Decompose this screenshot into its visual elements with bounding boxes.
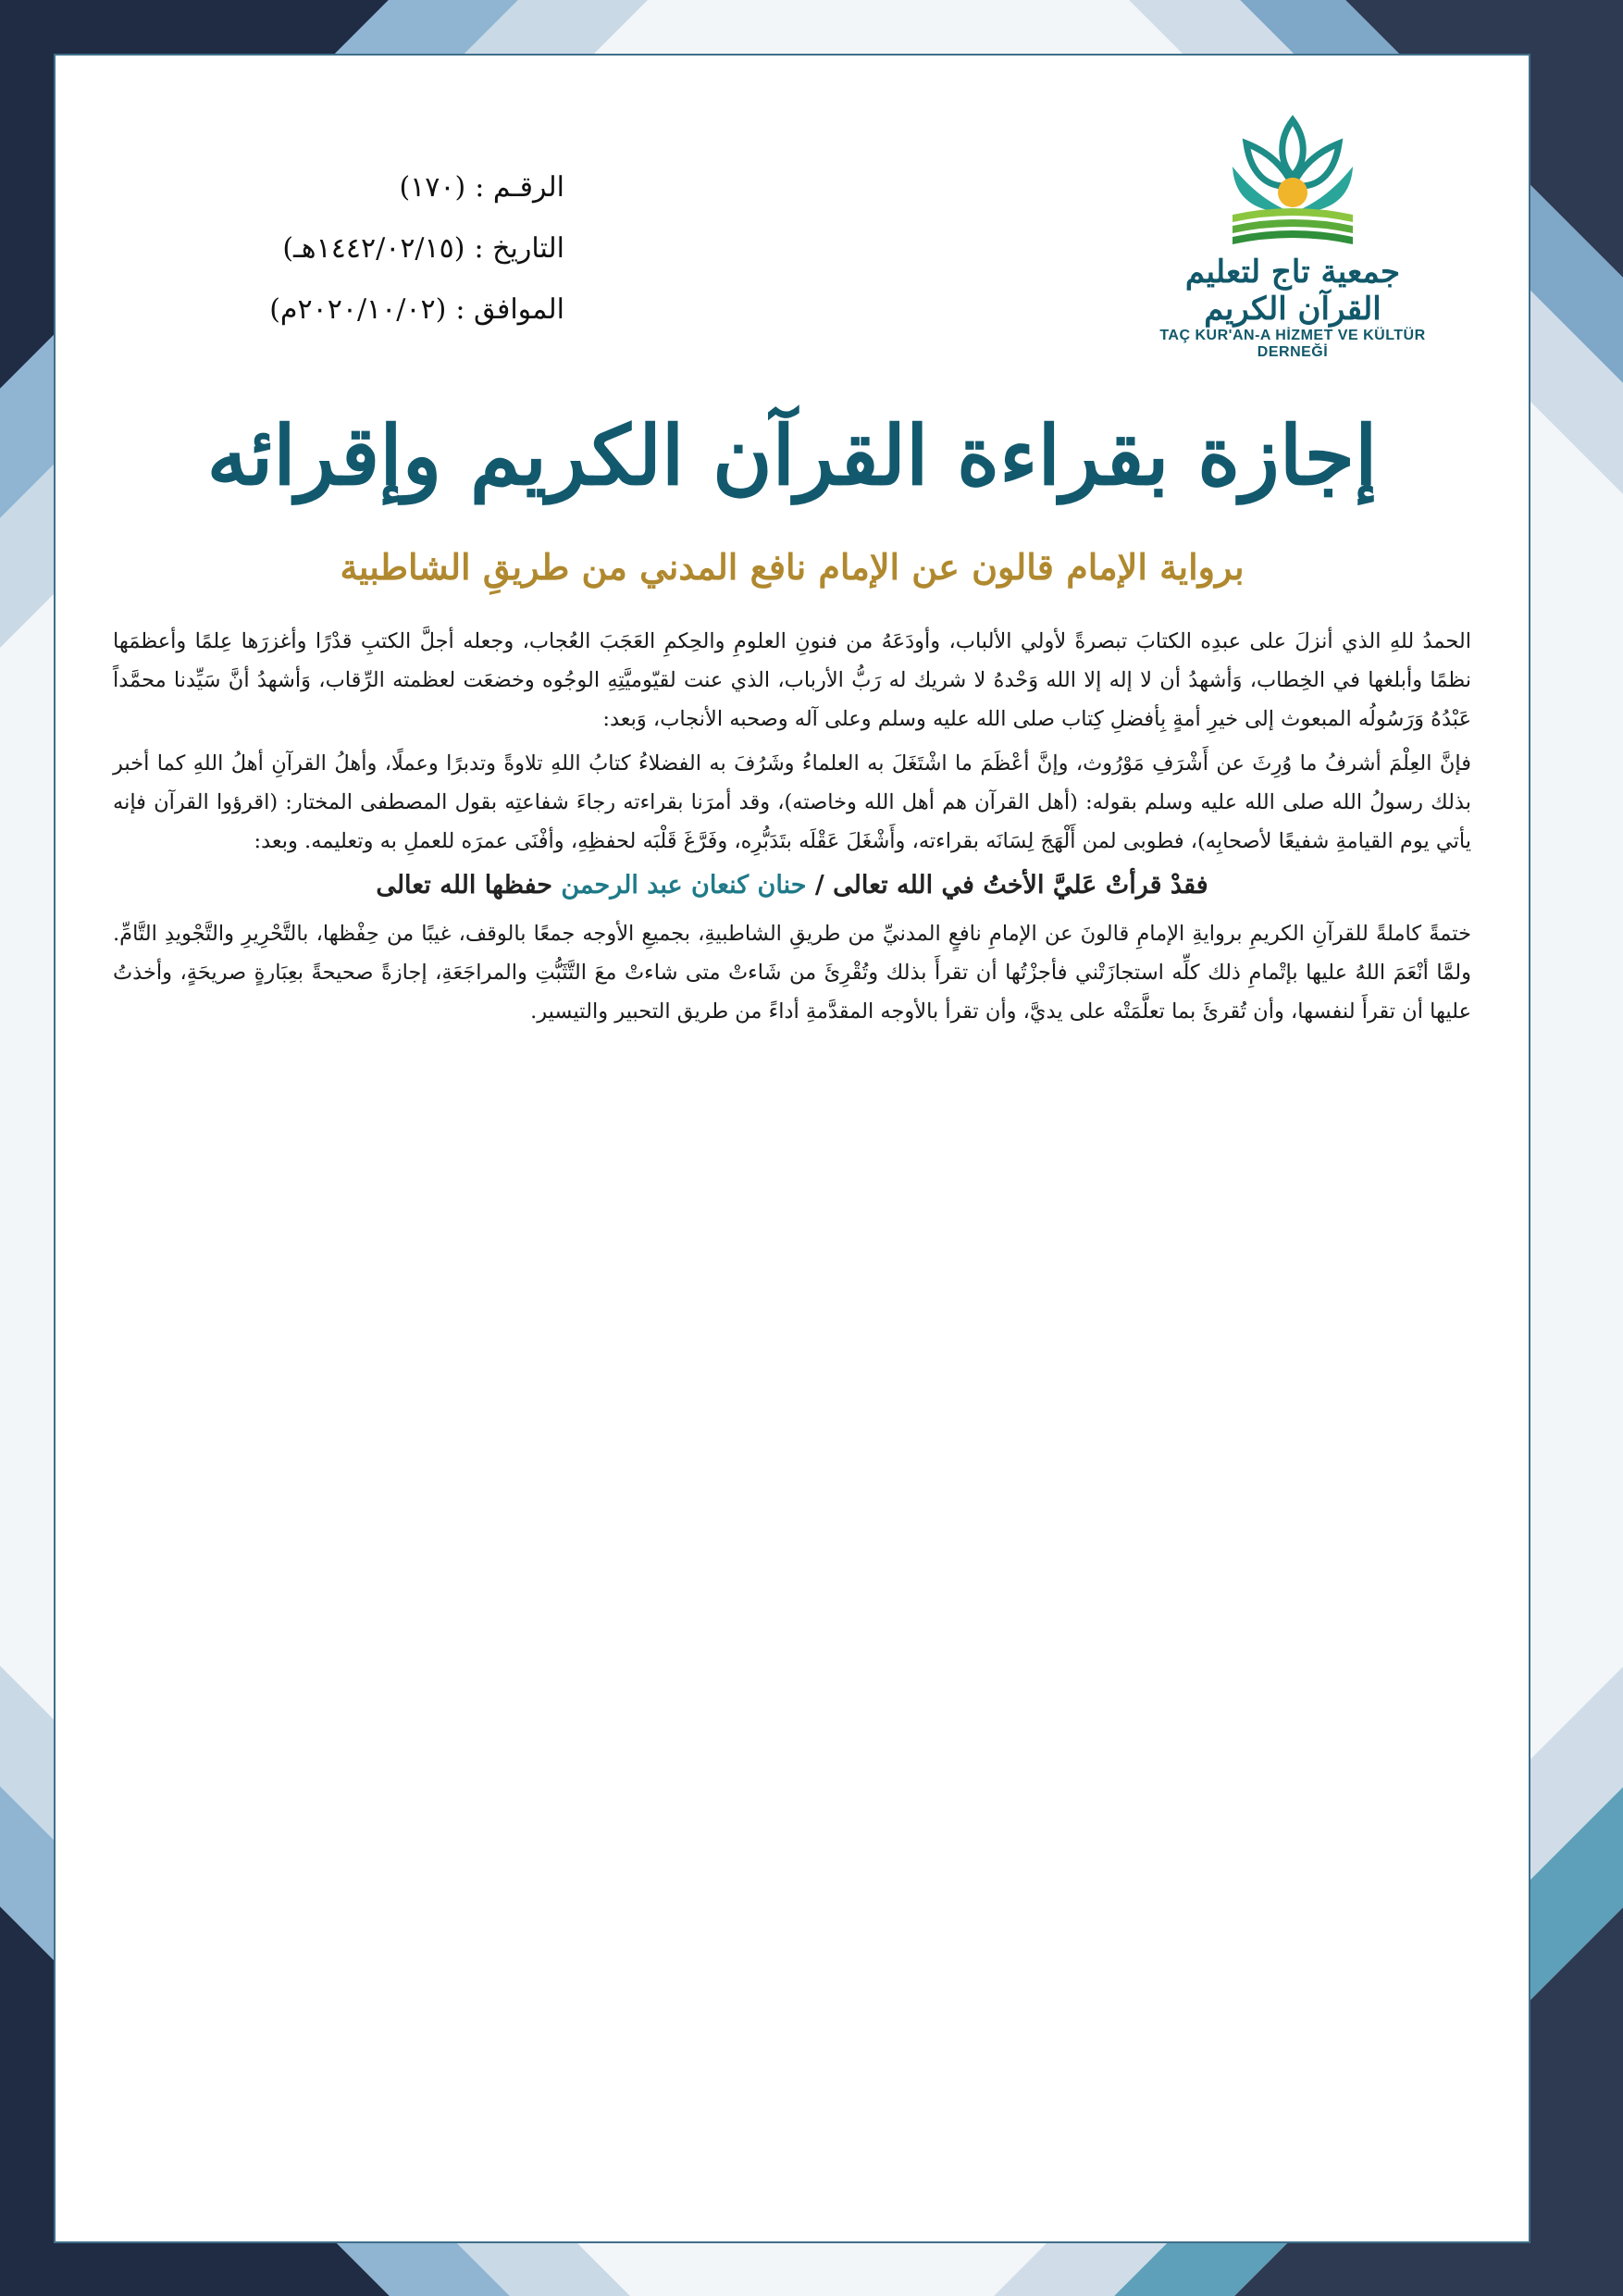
ref-date-label: التاريخ :	[474, 232, 564, 265]
ref-gregorian-row	[250, 279, 564, 341]
ref-gregorian-value: (٢٠٢٠/١٠/٠٢م)	[269, 293, 447, 326]
ref-date-row	[250, 218, 564, 279]
ref-gregorian-label: الموافق :	[455, 293, 564, 326]
ref-number-value: (١٧٠)	[399, 171, 466, 204]
ref-date-value: (١٤٤٢/٠٢/١٥هـ)	[282, 232, 465, 265]
grant-prefix: فقدْ قرأتْ عَليَّ الأختُ في الله تعالى /	[814, 871, 1208, 900]
reference-block	[250, 157, 564, 341]
org-name-arabic: جمعية تاج لتعليم القرآن الكريم	[1184, 254, 1401, 328]
paragraph-1: الحمدُ للهِ الذي أنزلَ على عبدِه الكتابَ تبصرةً لأولي الألباب، وأودَعَهُ من فنونِ العلومِ والحِكمِ العَجَبَ العُجاب، وجعله أجلَّ الكتبِ قدْرًا وأغزرَها عِلمًا وأعظمَها نظمًا وأبلغها في الخِطاب، وَأشهدُ أن لا إله إلا الله وَحْدهُ لا شريك له رَبُّ الأرباب، الذي عنت لقيّوميَّتِهِ الوجُوه وخضعَت لعظمته الرِّقاب، وَأشهدُ أنَّ سَيِّدنا محمَّداً عَبْدُهُ وَرَسُولُه المبعوث إلى خيرِ أمةٍ بِأفضلِ كِتاب صلى الله عليه وسلم وعلى آله وصحبه الأنجاب، وَبعد:	[113, 629, 1471, 731]
certificate-frame	[54, 54, 1530, 2243]
student-name: حنان كنعان عبد الرحمن	[561, 871, 807, 900]
paragraph-2: فإنَّ العِلْمَ أشرفُ ما وُرِثَ عن أَشْرَفِ مَوْرُوث، وإنَّ أعْظَمَ ما اشْتَغَلَ به العلماءُ وشَرُفَ به الفضلاءُ كتابُ اللهِ تلاوةً وتدبرًا وعملًا، وأهلُ القرآنِ أهلُ اللهِ كما أخبر بذلك رسولُ الله صلى الله عليه وسلم بقوله: (أهل القرآن هم أهل الله وخاصته)، وقد أمرَنا بقراءته رجاءَ شفاعتِه بقول المصطفى المختار: (اقرؤوا القرآن فإنه يأتي يوم القيامةِ شفيعًا لأصحابِه)، فطوبى لمن أَلْهَجَ لِسَانَه بقراءته، وأَشْغَلَ عَقْلَه بتَدَبُّرِه، وفَرَّغَ قَلْبَه لحفظِهِ، وأفْنَى عمرَه للعملِ به وتعليمه. وبعد:	[113, 751, 1471, 853]
org-name-turkish: TAÇ KUR'AN-A HİZMET VE KÜLTÜR DERNEĞİ	[1159, 328, 1426, 360]
lotus-book-icon	[1214, 111, 1371, 250]
organization-logo	[1140, 111, 1445, 407]
paragraph-3: ختمةً كاملةً للقرآنِ الكريمِ بروايةِ الإمامِ قالونَ عن الإمامِ نافعٍ المدنيِّ من طريقِ الشاطبيةِ، بجميعِ الأوجه جمعًا بالوقف، غيبًا من حِفْظها، بالتَّحْرِيرِ والتَّجْويدِ التَّامِّ. ولمَّا أنْعَمَ اللهُ عليها بإتْمامِ ذلك كلِّه استجازَتْني فأجزْتُها أن تقرأَ بذلك وتُقْرِئَ من شَاءتْ متى شاءتْ معَ التَّثَبُّتِ والمراجَعَةِ، إجازةً صحيحةً بعِبَارةٍ صريحَةٍ، وأخذتُ عليها أن تقرأَ لنفسها، وأن تُقرئَ بما تعلَّمَتْه على يديَّ، وأن تقرأ بالأوجه المقدَّمةِ أداءً من طريق التحبير والتيسير.	[113, 922, 1471, 1024]
certificate-body	[113, 622, 1471, 1036]
grant-line	[113, 866, 1471, 905]
ref-number-row	[250, 157, 564, 218]
certificate-subtitle: برواية الإمام قالون عن الإمام نافع المدني من طريقِ الشاطبية	[340, 546, 1245, 588]
ref-number-label: الرقـم :	[475, 171, 564, 204]
certificate-title: إجازة بقراءة القرآن الكريم وإقرائه	[206, 407, 1378, 503]
grant-suffix: حفظها الله تعالى	[376, 871, 552, 900]
